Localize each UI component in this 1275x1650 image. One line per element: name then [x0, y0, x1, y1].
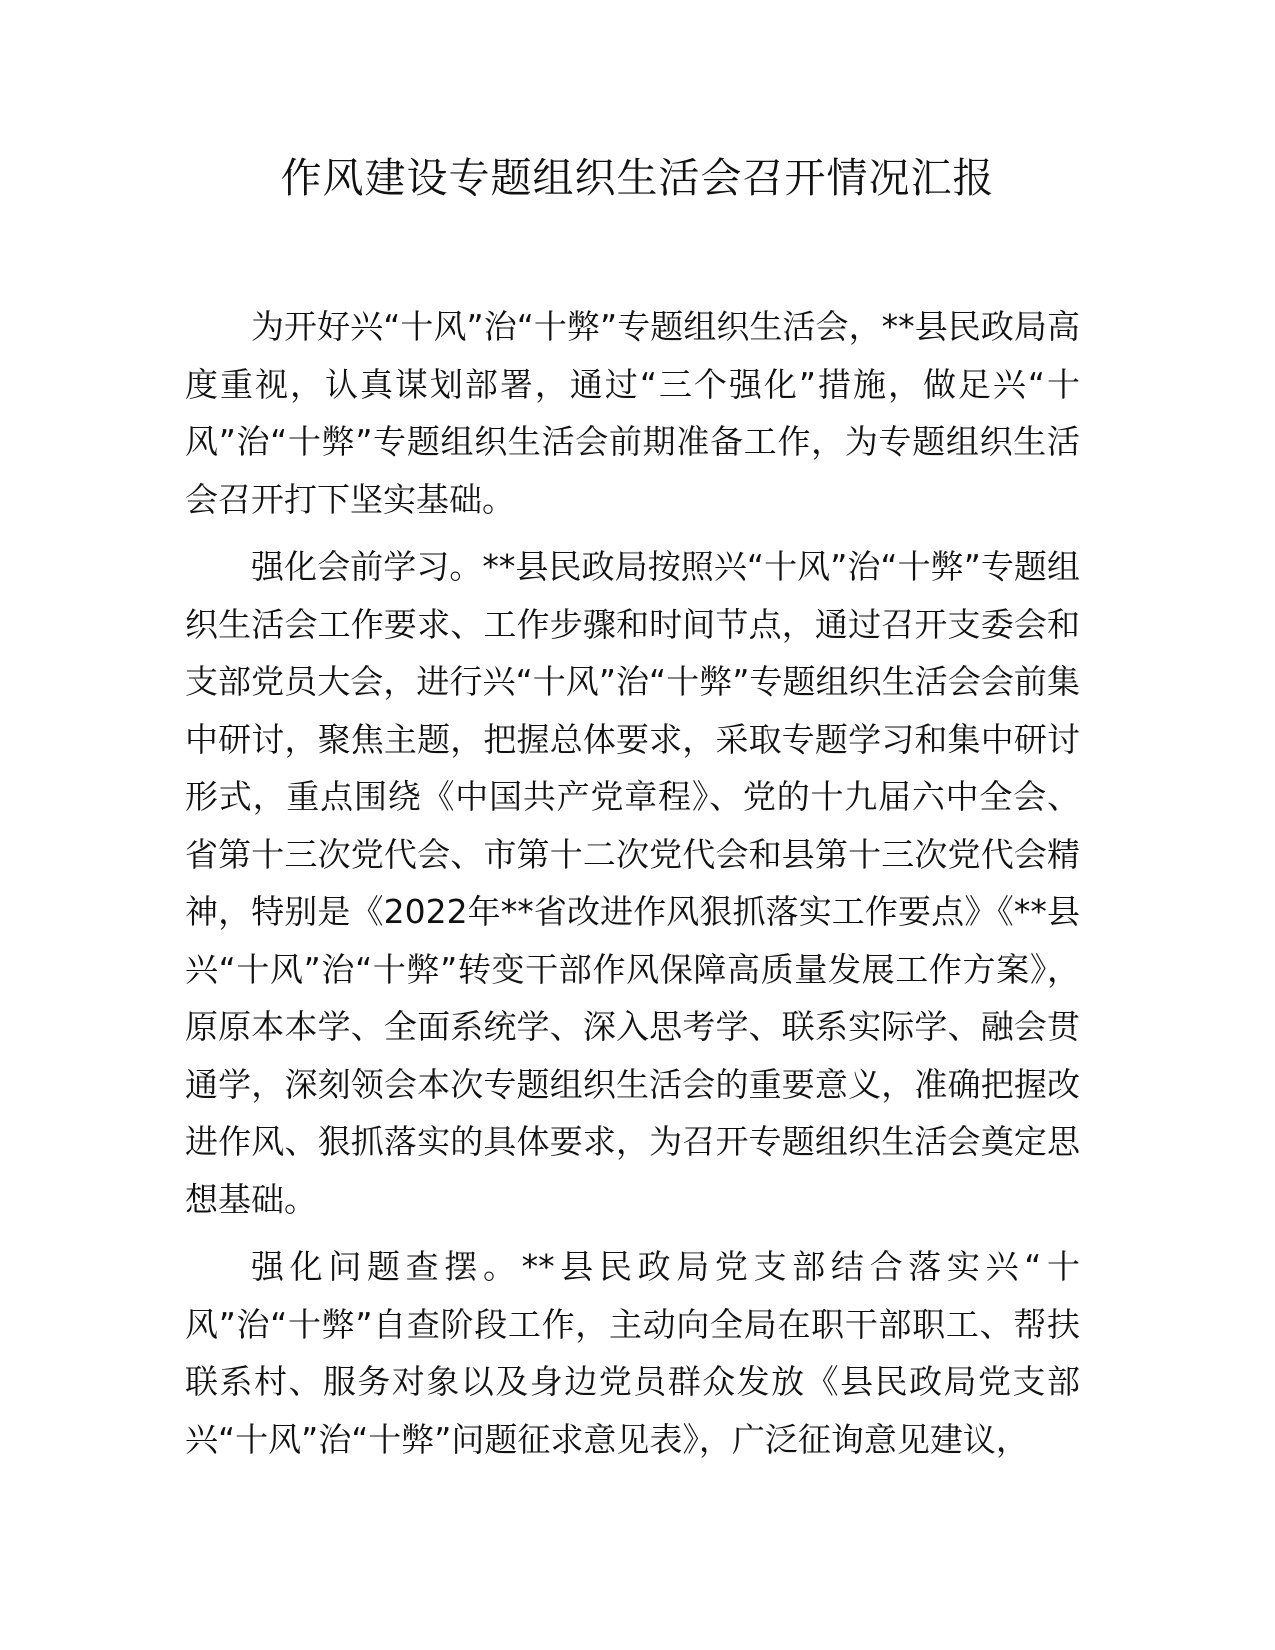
paragraph-study: 强化会前学习。**县民政局按照兴“十风”治“十弊”专题组织生活会工作要求、工作步骤和时间节点，通过召开支委会和支部党员大会，进行兴“十风”治“十弊”专题组织生活会会前集中研讨，聚焦主题，把握总体要求，采取专题学习和集中研讨形式，重点围绕《中国共产党章程》、党的十九届六中全会、省第十三次党代会、市第十二次党代会和县第十三次党代会精神，特别是《2022年**省改进作风狠抓落实工作要点》《**县兴“十风”治“十弊”转变干部作风保障高质量发展工作方案》，原原本本学、全面系统学、深入思考学、联系实际学、融会贯通学，深刻领会本次专题组织生活会的重要意义，准确把握改进作风、狠抓落实的具体要求，为召开专题组织生活会奠定思想基础。	[185, 547, 1080, 1219]
paragraph-intro: 为开好兴“十风”治“十弊”专题组织生活会，**县民政局高度重视，认真谋划部署，通过“三个强化”措施，做足兴“十风”治“十弊”专题组织生活会前期准备工作，为专题组织生活会召开打下坚实基础。	[185, 307, 1080, 519]
paragraph-problems: 强化问题查摆。**县民政局党支部结合落实兴“十风”治“十弊”自查阶段工作，主动向全局在职干部职工、帮扶联系村、服务对象以及身边党员群众发放《县民政局党支部兴“十风”治“十弊”问题征求意见表》，广泛征询意见建议，	[185, 1247, 1080, 1459]
document-title: 作风建设专题组织生活会召开情况汇报	[280, 154, 995, 202]
document-body	[185, 298, 1080, 1478]
